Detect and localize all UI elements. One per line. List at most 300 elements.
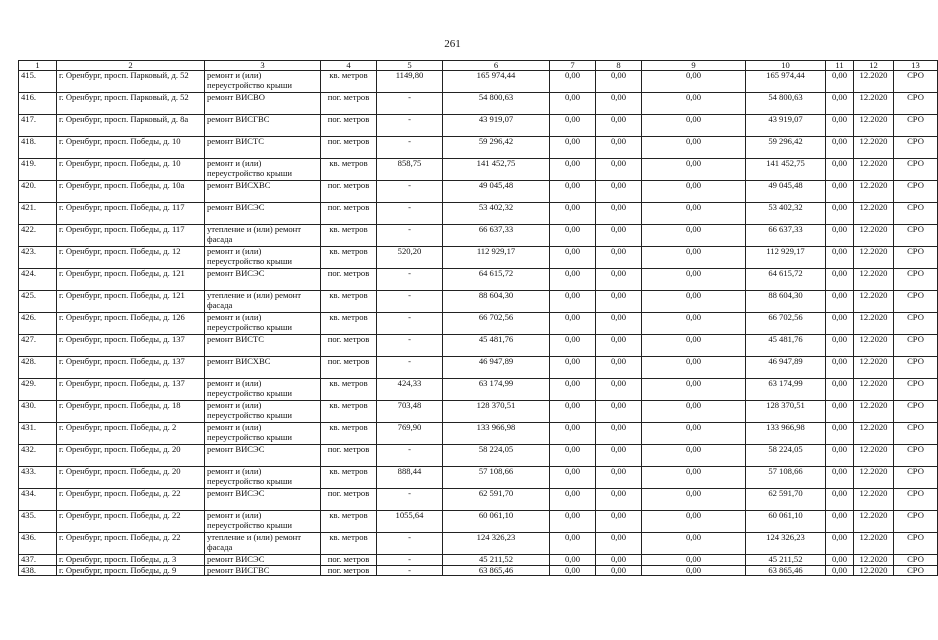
other-cell: 0,00: [642, 335, 746, 357]
extra-cell: 0,00: [826, 401, 854, 423]
column-header: 9: [642, 61, 746, 71]
fund-cell: 0,00: [550, 445, 596, 467]
work-type-cell: ремонт ВИСЭС: [205, 269, 321, 291]
extra-cell: 0,00: [826, 357, 854, 379]
extra-cell: 0,00: [826, 247, 854, 269]
fund-cell: 0,00: [550, 357, 596, 379]
extra-cell: 0,00: [826, 335, 854, 357]
deadline-cell: 12.2020: [854, 159, 894, 181]
other-cell: 0,00: [642, 511, 746, 533]
other-cell: 0,00: [642, 225, 746, 247]
other-cell: 0,00: [642, 159, 746, 181]
row-number: 435.: [19, 511, 57, 533]
table-row: [19, 511, 938, 533]
method-cell: СРО: [894, 533, 938, 555]
fund-cell: 0,00: [550, 313, 596, 335]
other-cell: 0,00: [642, 137, 746, 159]
total-cost-cell: 128 370,51: [443, 401, 550, 423]
deadline-cell: 12.2020: [854, 489, 894, 511]
owners-funds-cell: 124 326,23: [746, 533, 826, 555]
row-number: 415.: [19, 71, 57, 93]
fund-cell: 0,00: [550, 71, 596, 93]
owners-funds-cell: 165 974,44: [746, 71, 826, 93]
quantity-cell: -: [377, 203, 443, 225]
row-number: 420.: [19, 181, 57, 203]
other-cell: 0,00: [642, 93, 746, 115]
unit-cell: кв. метров: [321, 401, 377, 423]
method-cell: СРО: [894, 247, 938, 269]
table-row: [19, 115, 938, 137]
quantity-cell: -: [377, 565, 443, 576]
address-cell: г. Оренбург, просп. Победы, д. 20: [57, 467, 205, 489]
work-type-cell: утепление и (или) ремонт фасада: [205, 225, 321, 247]
row-number: 423.: [19, 247, 57, 269]
owners-funds-cell: 88 604,30: [746, 291, 826, 313]
extra-cell: 0,00: [826, 313, 854, 335]
budget-cell: 0,00: [596, 291, 642, 313]
address-cell: г. Оренбург, просп. Победы, д. 121: [57, 291, 205, 313]
work-type-cell: ремонт и (или) переустройство крыши: [205, 511, 321, 533]
address-cell: г. Оренбург, просп. Победы, д. 12: [57, 247, 205, 269]
deadline-cell: 12.2020: [854, 467, 894, 489]
row-number: 433.: [19, 467, 57, 489]
fund-cell: 0,00: [550, 181, 596, 203]
unit-cell: пог. метров: [321, 489, 377, 511]
fund-cell: 0,00: [550, 489, 596, 511]
table-row: [19, 335, 938, 357]
address-cell: г. Оренбург, просп. Победы, д. 2: [57, 423, 205, 445]
quantity-cell: 1055,64: [377, 511, 443, 533]
fund-cell: 0,00: [550, 93, 596, 115]
extra-cell: 0,00: [826, 269, 854, 291]
fund-cell: 0,00: [550, 533, 596, 555]
deadline-cell: 12.2020: [854, 335, 894, 357]
table-row: [19, 247, 938, 269]
extra-cell: 0,00: [826, 225, 854, 247]
method-cell: СРО: [894, 203, 938, 225]
budget-cell: 0,00: [596, 379, 642, 401]
owners-funds-cell: 62 591,70: [746, 489, 826, 511]
unit-cell: пог. метров: [321, 555, 377, 566]
unit-cell: пог. метров: [321, 115, 377, 137]
fund-cell: 0,00: [550, 511, 596, 533]
column-header: 8: [596, 61, 642, 71]
other-cell: 0,00: [642, 203, 746, 225]
work-type-cell: ремонт ВИСЭС: [205, 203, 321, 225]
total-cost-cell: 64 615,72: [443, 269, 550, 291]
method-cell: СРО: [894, 269, 938, 291]
address-cell: г. Оренбург, просп. Победы, д. 10а: [57, 181, 205, 203]
work-type-cell: утепление и (или) ремонт фасада: [205, 533, 321, 555]
unit-cell: пог. метров: [321, 203, 377, 225]
extra-cell: 0,00: [826, 445, 854, 467]
quantity-cell: -: [377, 291, 443, 313]
fund-cell: 0,00: [550, 401, 596, 423]
owners-funds-cell: 112 929,17: [746, 247, 826, 269]
deadline-cell: 12.2020: [854, 137, 894, 159]
quantity-cell: -: [377, 489, 443, 511]
unit-cell: кв. метров: [321, 533, 377, 555]
column-header: 7: [550, 61, 596, 71]
total-cost-cell: 112 929,17: [443, 247, 550, 269]
other-cell: 0,00: [642, 533, 746, 555]
unit-cell: кв. метров: [321, 247, 377, 269]
total-cost-cell: 58 224,05: [443, 445, 550, 467]
table-row: [19, 357, 938, 379]
table-row: [19, 467, 938, 489]
quantity-cell: -: [377, 335, 443, 357]
unit-cell: пог. метров: [321, 565, 377, 576]
quantity-cell: 703,48: [377, 401, 443, 423]
unit-cell: кв. метров: [321, 291, 377, 313]
budget-cell: 0,00: [596, 247, 642, 269]
method-cell: СРО: [894, 489, 938, 511]
row-number: 434.: [19, 489, 57, 511]
row-number: 426.: [19, 313, 57, 335]
method-cell: СРО: [894, 181, 938, 203]
table-row: [19, 93, 938, 115]
owners-funds-cell: 46 947,89: [746, 357, 826, 379]
total-cost-cell: 66 637,33: [443, 225, 550, 247]
owners-funds-cell: 66 637,33: [746, 225, 826, 247]
budget-cell: 0,00: [596, 313, 642, 335]
total-cost-cell: 45 481,76: [443, 335, 550, 357]
fund-cell: 0,00: [550, 291, 596, 313]
fund-cell: 0,00: [550, 247, 596, 269]
column-header: 5: [377, 61, 443, 71]
budget-cell: 0,00: [596, 225, 642, 247]
budget-cell: 0,00: [596, 335, 642, 357]
total-cost-cell: 60 061,10: [443, 511, 550, 533]
total-cost-cell: 88 604,30: [443, 291, 550, 313]
method-cell: СРО: [894, 467, 938, 489]
deadline-cell: 12.2020: [854, 511, 894, 533]
owners-funds-cell: 60 061,10: [746, 511, 826, 533]
column-header: 6: [443, 61, 550, 71]
quantity-cell: 424,33: [377, 379, 443, 401]
total-cost-cell: 66 702,56: [443, 313, 550, 335]
extra-cell: 0,00: [826, 423, 854, 445]
deadline-cell: 12.2020: [854, 555, 894, 566]
owners-funds-cell: 45 211,52: [746, 555, 826, 566]
address-cell: г. Оренбург, просп. Победы, д. 137: [57, 379, 205, 401]
extra-cell: 0,00: [826, 71, 854, 93]
quantity-cell: 520,20: [377, 247, 443, 269]
other-cell: 0,00: [642, 489, 746, 511]
unit-cell: кв. метров: [321, 159, 377, 181]
quantity-cell: -: [377, 357, 443, 379]
table-row: [19, 555, 938, 566]
budget-cell: 0,00: [596, 93, 642, 115]
total-cost-cell: 57 108,66: [443, 467, 550, 489]
row-number: 416.: [19, 93, 57, 115]
address-cell: г. Оренбург, просп. Победы, д. 20: [57, 445, 205, 467]
work-type-cell: ремонт и (или) переустройство крыши: [205, 313, 321, 335]
row-number: 428.: [19, 357, 57, 379]
owners-funds-cell: 54 800,63: [746, 93, 826, 115]
deadline-cell: 12.2020: [854, 565, 894, 576]
method-cell: СРО: [894, 335, 938, 357]
other-cell: 0,00: [642, 71, 746, 93]
method-cell: СРО: [894, 115, 938, 137]
method-cell: СРО: [894, 137, 938, 159]
quantity-cell: -: [377, 269, 443, 291]
row-number: 427.: [19, 335, 57, 357]
method-cell: СРО: [894, 511, 938, 533]
deadline-cell: 12.2020: [854, 181, 894, 203]
deadline-cell: 12.2020: [854, 203, 894, 225]
quantity-cell: -: [377, 115, 443, 137]
work-type-cell: ремонт ВИСТС: [205, 137, 321, 159]
address-cell: г. Оренбург, просп. Победы, д. 126: [57, 313, 205, 335]
address-cell: г. Оренбург, просп. Победы, д. 121: [57, 269, 205, 291]
work-type-cell: ремонт ВИСХВС: [205, 357, 321, 379]
fund-cell: 0,00: [550, 379, 596, 401]
unit-cell: кв. метров: [321, 225, 377, 247]
page-number: 261: [444, 38, 461, 50]
deadline-cell: 12.2020: [854, 313, 894, 335]
row-number: 438.: [19, 565, 57, 576]
address-cell: г. Оренбург, просп. Парковый, д. 52: [57, 71, 205, 93]
address-cell: г. Оренбург, просп. Победы, д. 22: [57, 511, 205, 533]
total-cost-cell: 165 974,44: [443, 71, 550, 93]
quantity-cell: 888,44: [377, 467, 443, 489]
unit-cell: кв. метров: [321, 71, 377, 93]
table-row: [19, 181, 938, 203]
address-cell: г. Оренбург, просп. Победы, д. 117: [57, 225, 205, 247]
other-cell: 0,00: [642, 247, 746, 269]
column-header: 10: [746, 61, 826, 71]
work-type-cell: ремонт ВИСЭС: [205, 489, 321, 511]
total-cost-cell: 63 174,99: [443, 379, 550, 401]
quantity-cell: -: [377, 93, 443, 115]
table-row: [19, 137, 938, 159]
total-cost-cell: 45 211,52: [443, 555, 550, 566]
unit-cell: пог. метров: [321, 93, 377, 115]
extra-cell: 0,00: [826, 93, 854, 115]
deadline-cell: 12.2020: [854, 357, 894, 379]
other-cell: 0,00: [642, 115, 746, 137]
row-number: 417.: [19, 115, 57, 137]
total-cost-cell: 46 947,89: [443, 357, 550, 379]
column-header: 13: [894, 61, 938, 71]
row-number: 430.: [19, 401, 57, 423]
fund-cell: 0,00: [550, 423, 596, 445]
table-row: [19, 225, 938, 247]
table-body: [19, 61, 938, 576]
method-cell: СРО: [894, 445, 938, 467]
total-cost-cell: 124 326,23: [443, 533, 550, 555]
owners-funds-cell: 58 224,05: [746, 445, 826, 467]
method-cell: СРО: [894, 565, 938, 576]
budget-cell: 0,00: [596, 565, 642, 576]
other-cell: 0,00: [642, 423, 746, 445]
unit-cell: кв. метров: [321, 423, 377, 445]
fund-cell: 0,00: [550, 335, 596, 357]
quantity-cell: -: [377, 445, 443, 467]
header-row: [19, 61, 938, 71]
deadline-cell: 12.2020: [854, 93, 894, 115]
table-row: [19, 401, 938, 423]
budget-cell: 0,00: [596, 555, 642, 566]
table-row: [19, 159, 938, 181]
quantity-cell: -: [377, 313, 443, 335]
table-row: [19, 445, 938, 467]
other-cell: 0,00: [642, 555, 746, 566]
total-cost-cell: 141 452,75: [443, 159, 550, 181]
fund-cell: 0,00: [550, 467, 596, 489]
other-cell: 0,00: [642, 467, 746, 489]
address-cell: г. Оренбург, просп. Победы, д. 3: [57, 555, 205, 566]
budget-cell: 0,00: [596, 445, 642, 467]
work-type-cell: ремонт и (или) переустройство крыши: [205, 401, 321, 423]
owners-funds-cell: 66 702,56: [746, 313, 826, 335]
method-cell: СРО: [894, 313, 938, 335]
quantity-cell: 769,90: [377, 423, 443, 445]
unit-cell: пог. метров: [321, 181, 377, 203]
budget-cell: 0,00: [596, 489, 642, 511]
work-type-cell: ремонт и (или) переустройство крыши: [205, 423, 321, 445]
budget-cell: 0,00: [596, 511, 642, 533]
row-number: 431.: [19, 423, 57, 445]
extra-cell: 0,00: [826, 181, 854, 203]
owners-funds-cell: 49 045,48: [746, 181, 826, 203]
quantity-cell: -: [377, 555, 443, 566]
address-cell: г. Оренбург, просп. Победы, д. 137: [57, 335, 205, 357]
extra-cell: 0,00: [826, 467, 854, 489]
owners-funds-cell: 57 108,66: [746, 467, 826, 489]
table-row: [19, 71, 938, 93]
other-cell: 0,00: [642, 269, 746, 291]
extra-cell: 0,00: [826, 159, 854, 181]
deadline-cell: 12.2020: [854, 115, 894, 137]
fund-cell: 0,00: [550, 203, 596, 225]
row-number: 436.: [19, 533, 57, 555]
quantity-cell: -: [377, 181, 443, 203]
total-cost-cell: 63 865,46: [443, 565, 550, 576]
total-cost-cell: 62 591,70: [443, 489, 550, 511]
budget-cell: 0,00: [596, 467, 642, 489]
deadline-cell: 12.2020: [854, 247, 894, 269]
row-number: 429.: [19, 379, 57, 401]
total-cost-cell: 53 402,32: [443, 203, 550, 225]
table-row: [19, 203, 938, 225]
address-cell: г. Оренбург, просп. Победы, д. 10: [57, 137, 205, 159]
work-type-cell: ремонт и (или) переустройство крыши: [205, 467, 321, 489]
total-cost-cell: 43 919,07: [443, 115, 550, 137]
other-cell: 0,00: [642, 313, 746, 335]
row-number: 424.: [19, 269, 57, 291]
fund-cell: 0,00: [550, 137, 596, 159]
work-type-cell: ремонт ВИСЭС: [205, 445, 321, 467]
other-cell: 0,00: [642, 357, 746, 379]
budget-cell: 0,00: [596, 115, 642, 137]
work-type-cell: ремонт ВИСЭС: [205, 555, 321, 566]
budget-cell: 0,00: [596, 357, 642, 379]
column-header: 3: [205, 61, 321, 71]
row-number: 437.: [19, 555, 57, 566]
quantity-cell: -: [377, 137, 443, 159]
table-row: [19, 291, 938, 313]
method-cell: СРО: [894, 555, 938, 566]
method-cell: СРО: [894, 379, 938, 401]
table-row: [19, 489, 938, 511]
budget-cell: 0,00: [596, 71, 642, 93]
address-cell: г. Оренбург, просп. Победы, д. 137: [57, 357, 205, 379]
unit-cell: кв. метров: [321, 467, 377, 489]
owners-funds-cell: 43 919,07: [746, 115, 826, 137]
other-cell: 0,00: [642, 565, 746, 576]
address-cell: г. Оренбург, просп. Победы, д. 117: [57, 203, 205, 225]
total-cost-cell: 59 296,42: [443, 137, 550, 159]
other-cell: 0,00: [642, 181, 746, 203]
row-number: 422.: [19, 225, 57, 247]
unit-cell: кв. метров: [321, 511, 377, 533]
address-cell: г. Оренбург, просп. Победы, д. 10: [57, 159, 205, 181]
deadline-cell: 12.2020: [854, 269, 894, 291]
table-row: [19, 269, 938, 291]
fund-cell: 0,00: [550, 269, 596, 291]
deadline-cell: 12.2020: [854, 423, 894, 445]
fund-cell: 0,00: [550, 225, 596, 247]
method-cell: СРО: [894, 357, 938, 379]
table-row: [19, 313, 938, 335]
budget-cell: 0,00: [596, 533, 642, 555]
other-cell: 0,00: [642, 379, 746, 401]
table-row: [19, 533, 938, 555]
extra-cell: 0,00: [826, 511, 854, 533]
extra-cell: 0,00: [826, 115, 854, 137]
deadline-cell: 12.2020: [854, 533, 894, 555]
budget-cell: 0,00: [596, 159, 642, 181]
method-cell: СРО: [894, 93, 938, 115]
method-cell: СРО: [894, 291, 938, 313]
other-cell: 0,00: [642, 291, 746, 313]
owners-funds-cell: 45 481,76: [746, 335, 826, 357]
work-type-cell: ремонт ВИСТС: [205, 335, 321, 357]
work-type-cell: ремонт и (или) переустройство крыши: [205, 379, 321, 401]
row-number: 421.: [19, 203, 57, 225]
method-cell: СРО: [894, 225, 938, 247]
owners-funds-cell: 141 452,75: [746, 159, 826, 181]
total-cost-cell: 49 045,48: [443, 181, 550, 203]
address-cell: г. Оренбург, просп. Победы, д. 22: [57, 533, 205, 555]
fund-cell: 0,00: [550, 159, 596, 181]
quantity-cell: -: [377, 225, 443, 247]
other-cell: 0,00: [642, 445, 746, 467]
fund-cell: 0,00: [550, 555, 596, 566]
row-number: 418.: [19, 137, 57, 159]
work-type-cell: ремонт ВИСГВС: [205, 115, 321, 137]
column-header: 12: [854, 61, 894, 71]
extra-cell: 0,00: [826, 489, 854, 511]
row-number: 419.: [19, 159, 57, 181]
unit-cell: пог. метров: [321, 445, 377, 467]
extra-cell: 0,00: [826, 565, 854, 576]
extra-cell: 0,00: [826, 533, 854, 555]
work-type-cell: ремонт и (или) переустройство крыши: [205, 247, 321, 269]
column-header: 2: [57, 61, 205, 71]
address-cell: г. Оренбург, просп. Парковый, д. 52: [57, 93, 205, 115]
unit-cell: кв. метров: [321, 313, 377, 335]
budget-cell: 0,00: [596, 137, 642, 159]
method-cell: СРО: [894, 159, 938, 181]
extra-cell: 0,00: [826, 555, 854, 566]
owners-funds-cell: 133 966,98: [746, 423, 826, 445]
quantity-cell: -: [377, 533, 443, 555]
unit-cell: кв. метров: [321, 379, 377, 401]
owners-funds-cell: 64 615,72: [746, 269, 826, 291]
